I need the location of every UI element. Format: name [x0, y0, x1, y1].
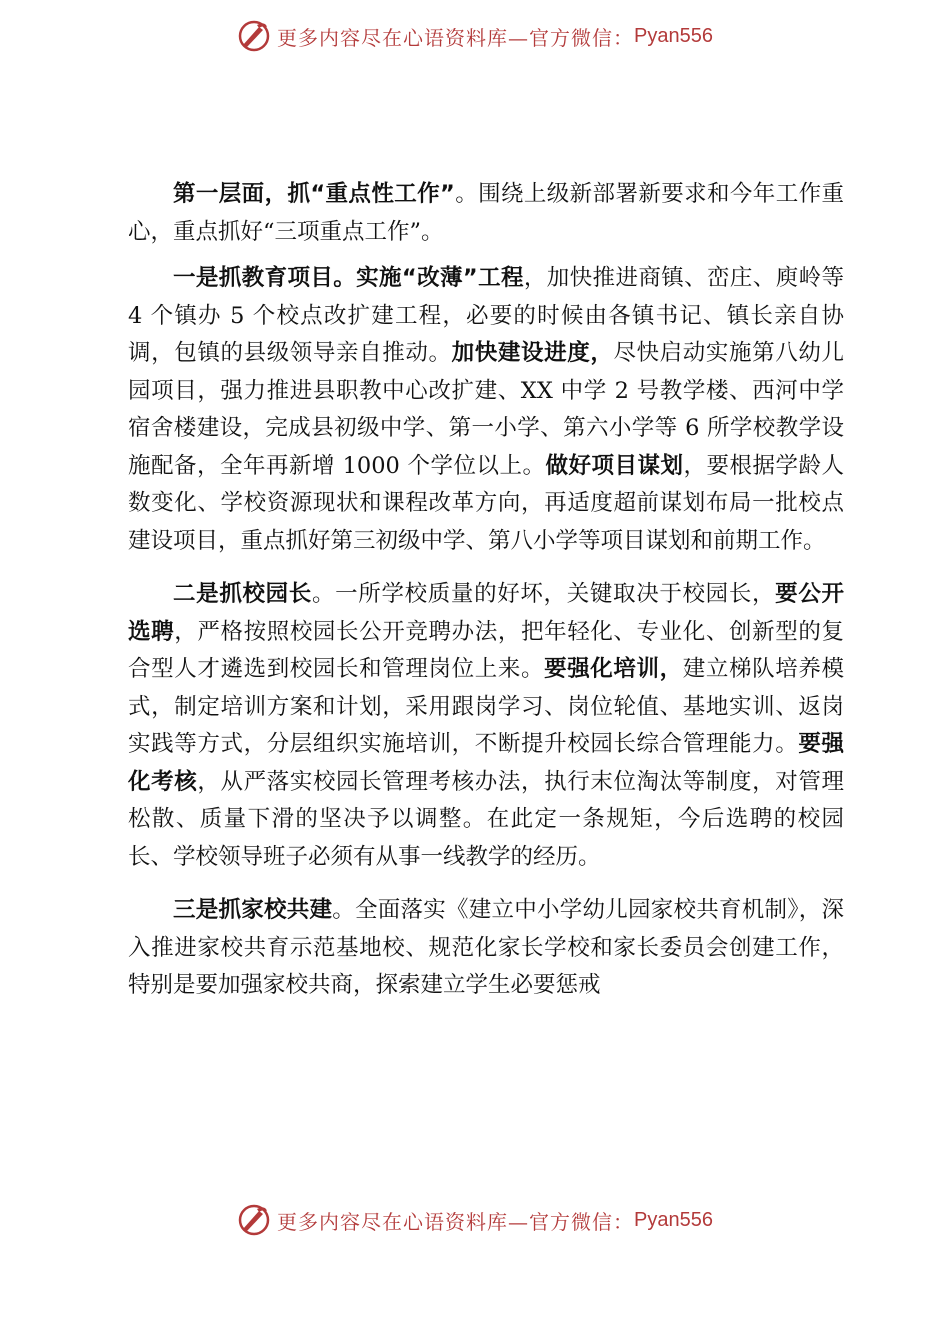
- paragraph-principals: [128, 576, 844, 876]
- document-body: [128, 176, 844, 1005]
- p1-bold: 第一层面，抓“重点性工作”: [173, 181, 455, 207]
- p2-bold-1: 一是抓教育项目。实施“改薄”工程: [173, 265, 524, 291]
- brush-logo-icon: [237, 1203, 271, 1237]
- p2-text-3: ，要根据学龄人数变化、学校资源现状和课程改革方向，再适度超前谋划布局一批校点建设项目，重点抓好第三初级中学、第八小学等项目谋划和前期工作。: [128, 452, 844, 554]
- header-wechat-id: Pyan556: [634, 24, 713, 47]
- footer-banner-text: 更多内容尽在心语资料库—官方微信：: [277, 1209, 635, 1234]
- p3-text-1: 。一所学校质量的好坏，关键取决于校园长，: [311, 581, 776, 607]
- p3-text-3: 建立梯队培养模式，制定培训方案和计划，采用跟岗学习、岗位轮值、基地实训、返岗实践等方式，分层组织实施培训，不断提升校园长综合管理能力。: [128, 656, 844, 757]
- p3-text-2: ，严格按照校园长公开竞聘办法，把年轻化、专业化、创新型的复合型人才遴选到校园长和管理岗位上来。: [128, 618, 844, 682]
- p3-bold-2: 要公开选聘: [128, 581, 844, 645]
- footer-wechat-id: Pyan556: [634, 1208, 713, 1231]
- p4-text-1: 。全面落实《建立中小学幼儿园家校共育机制》，深入推进家校共育示范基地校、规范化家长学校和家长委员会创建工作，特别是要加强家校共商，探索建立学生必要惩戒: [128, 897, 844, 998]
- p3-text-4: ，从严落实校园长管理考核办法，执行末位淘汰等制度，对管理松散、质量下滑的坚决予以调整。在此定一条规矩，今后选聘的校园长、学校领导班子必须有从事一线教学的经历。: [128, 768, 844, 870]
- header-banner: [0, 16, 950, 56]
- brush-logo-icon: [237, 19, 271, 53]
- p2-bold-3: 做好项目谋划: [545, 452, 684, 479]
- p3-bold-1: 二是抓校园长: [173, 581, 312, 607]
- p1-text: 。围绕上级新部署新要求和今年工作重心，重点抓好“三项重点工作”。: [128, 181, 844, 245]
- header-banner-text: 更多内容尽在心语资料库—官方微信：: [277, 25, 635, 50]
- paragraph-education-projects: [128, 260, 844, 560]
- p2-text-2: 尽快启动实施第八幼儿园项目，强力推进县职教中心改扩建、XX 中学 2 号教学楼、西河中学宿舍楼建设，完成县初级中学、第一小学、第六小学等 6 所学校教学设施配备，全年再新增 1000 个学位以上。: [128, 340, 844, 479]
- p2-text-1: ，加快推进商镇、峦庄、庾岭等 4 个镇办 5 个校点改扩建工程，必要的时候由各镇书记、镇长亲自协调，包镇的县级领导亲自推动。: [128, 265, 844, 366]
- p4-bold-1: 三是抓家校共建: [173, 897, 333, 923]
- p2-bold-2: 加快建设进度，: [451, 340, 614, 366]
- paragraph-home-school: [128, 892, 844, 1005]
- footer-banner: [0, 1200, 950, 1240]
- p3-bold-4: 要强化考核: [128, 731, 844, 795]
- paragraph-first-level: [128, 176, 844, 251]
- p3-bold-3: 要强化培训，: [544, 656, 683, 682]
